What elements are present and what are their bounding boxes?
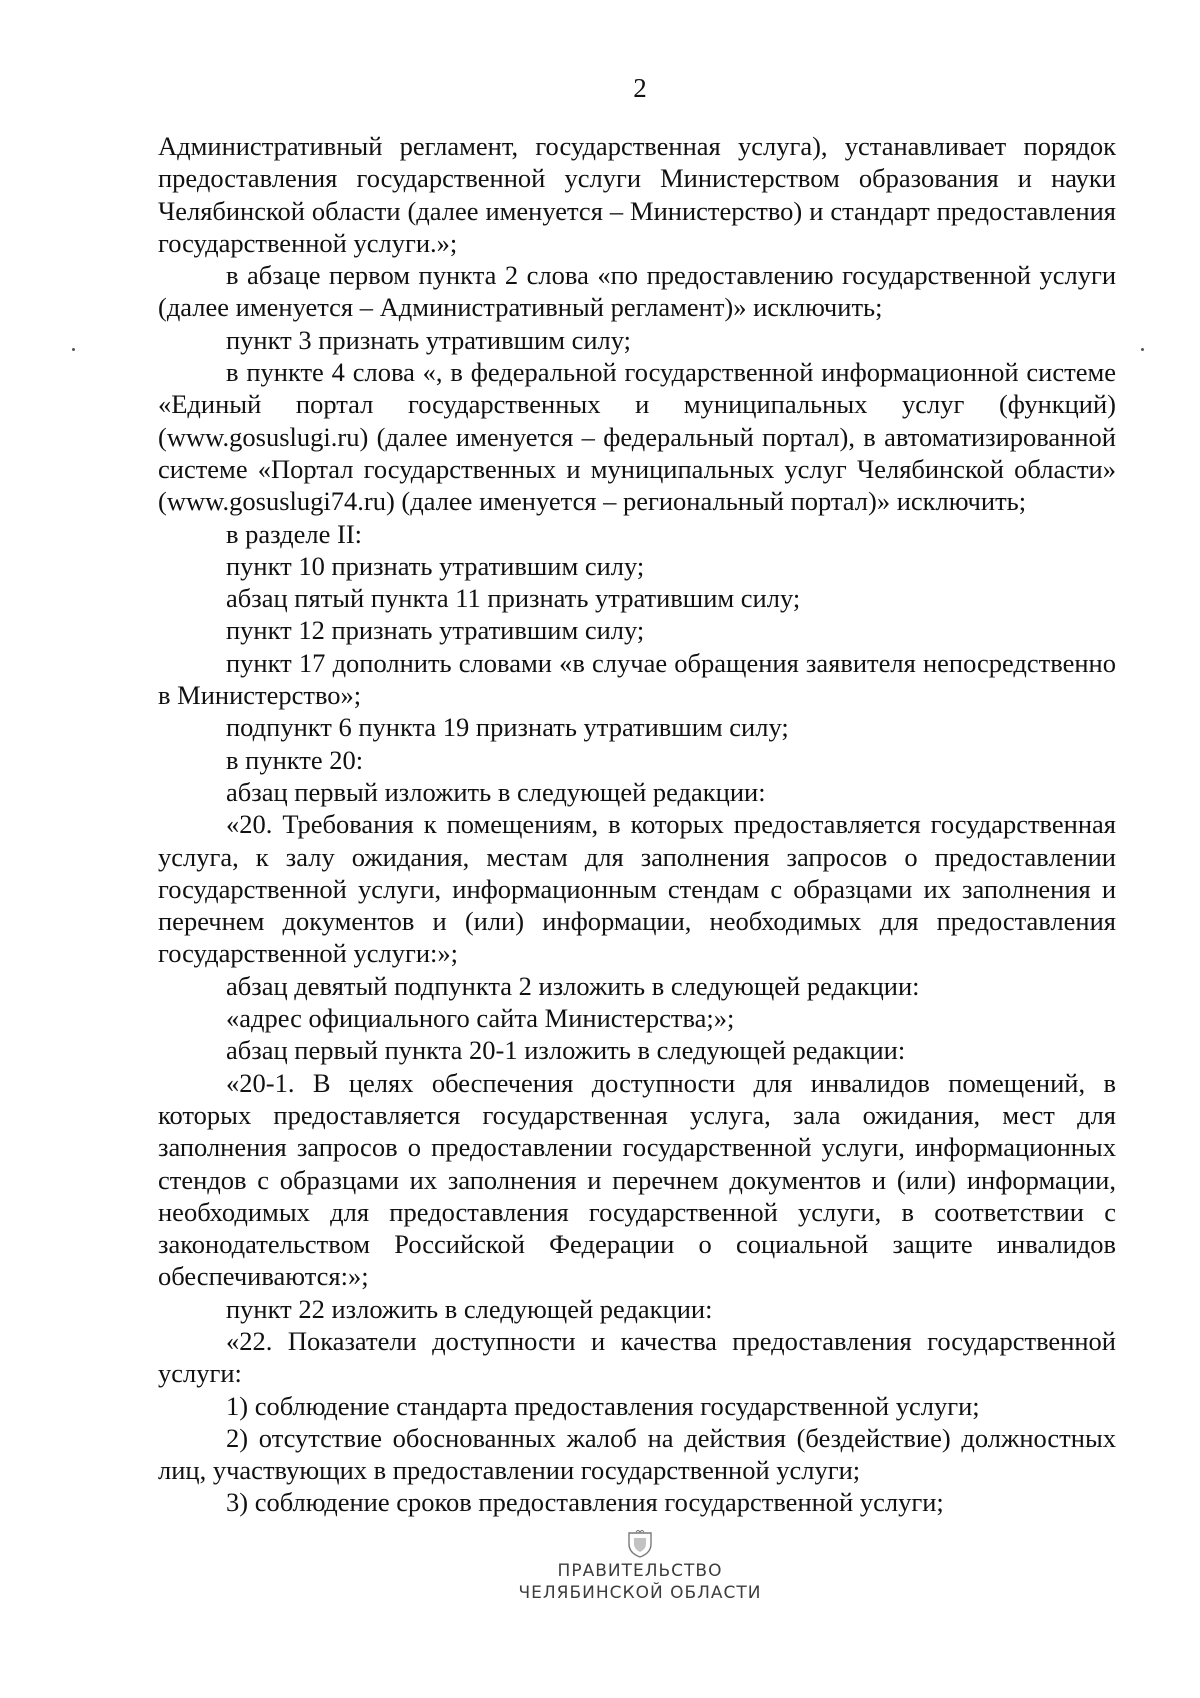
- paragraph: пункт 12 признать утратившим силу;: [226, 615, 645, 646]
- paragraph: «адрес официального сайта Министерства;»;: [226, 1003, 735, 1034]
- paragraph: в разделе II:: [226, 518, 363, 549]
- paragraph: абзац первый пункта 20-1 изложить в следующей редакции:: [226, 1035, 906, 1066]
- coat-of-arms-icon: [625, 1530, 655, 1558]
- paragraph: пункт 3 признать утратившим силу;: [226, 324, 632, 355]
- stamp-line-1: ПРАВИТЕЛЬСТВО: [557, 1561, 723, 1581]
- government-stamp: [0, 1530, 1200, 1604]
- paragraph: «20-1. В целях обеспечения доступности для инвалидов помещений, в которых предоставляется государственная услуга, зала ожидания, мест для заполнения запросов о предоставлении государственной услуги, информационных стендов с образцами их заполнения и перечнем документов и (или) информации, необходимых для предоставления государственной услуги, в соответствии с законодательством Российской Федерации о социальной защите инвалидов обеспечиваются:»;: [158, 1067, 1116, 1292]
- paragraph: 2) отсутствие обоснованных жалоб на действия (бездействие) должностных лиц, участвующих в предоставлении государственной услуги;: [158, 1422, 1116, 1486]
- paragraph: в пункте 4 слова «, в федеральной государственной информационной системе «Единый портал государственных и муниципальных услуг (функций) (www.gosuslugi.ru) (далее именуется – федеральный портал), в автоматизированной системе «Портал государственных и муниципальных услуг Челябинской области» (www.gosuslugi74.ru) (далее именуется – региональный портал)» исключить;: [158, 357, 1116, 517]
- paragraph: 1) соблюдение стандарта предоставления государственной услуги;: [226, 1390, 980, 1421]
- paragraph: «22. Показатели доступности и качества предоставления государственной услуги:: [158, 1325, 1116, 1389]
- paragraph: абзац пятый пункта 11 признать утратившим силу;: [226, 583, 801, 614]
- paragraph: пункт 17 дополнить словами «в случае обращения заявителя непосредственно в Министерство»;: [158, 647, 1116, 711]
- paragraph: подпункт 6 пункта 19 признать утратившим силу;: [226, 712, 789, 743]
- paragraph: 3) соблюдение сроков предоставления государственной услуги;: [226, 1487, 944, 1518]
- scan-artifact: [1141, 348, 1144, 351]
- page-number: 2: [633, 73, 647, 103]
- paragraph: пункт 10 признать утратившим силу;: [226, 550, 645, 581]
- paragraph: пункт 22 изложить в следующей редакции:: [226, 1293, 713, 1324]
- paragraph: абзац первый изложить в следующей редакции:: [226, 776, 766, 807]
- paragraph: «20. Требования к помещениям, в которых предоставляется государственная услуга, к залу ожидания, местам для заполнения запросов о предоставлении государственной услуги, информационным стендам с образцами их заполнения и перечнем документов и (или) информации, необходимых для предоставления государственной услуги:»;: [158, 809, 1116, 969]
- document-body: [158, 130, 1116, 1519]
- paragraph: Административный регламент, государственная услуга), устанавливает порядок предоставления государственной услуги Министерством образования и науки Челябинской области (далее именуется – Министерство) и стандарт предоставления государственной услуги.»;: [158, 131, 1116, 258]
- scan-artifact: [72, 348, 75, 351]
- paragraph: в абзаце первом пункта 2 слова «по предоставлению государственной услуги (далее именуется – Административный регламент)» исключить;: [158, 260, 1116, 323]
- paragraph: абзац девятый подпункта 2 изложить в следующей редакции:: [226, 970, 920, 1001]
- stamp-line-2: ЧЕЛЯБИНСКОЙ ОБЛАСТИ: [518, 1583, 762, 1603]
- paragraph: в пункте 20:: [226, 744, 364, 775]
